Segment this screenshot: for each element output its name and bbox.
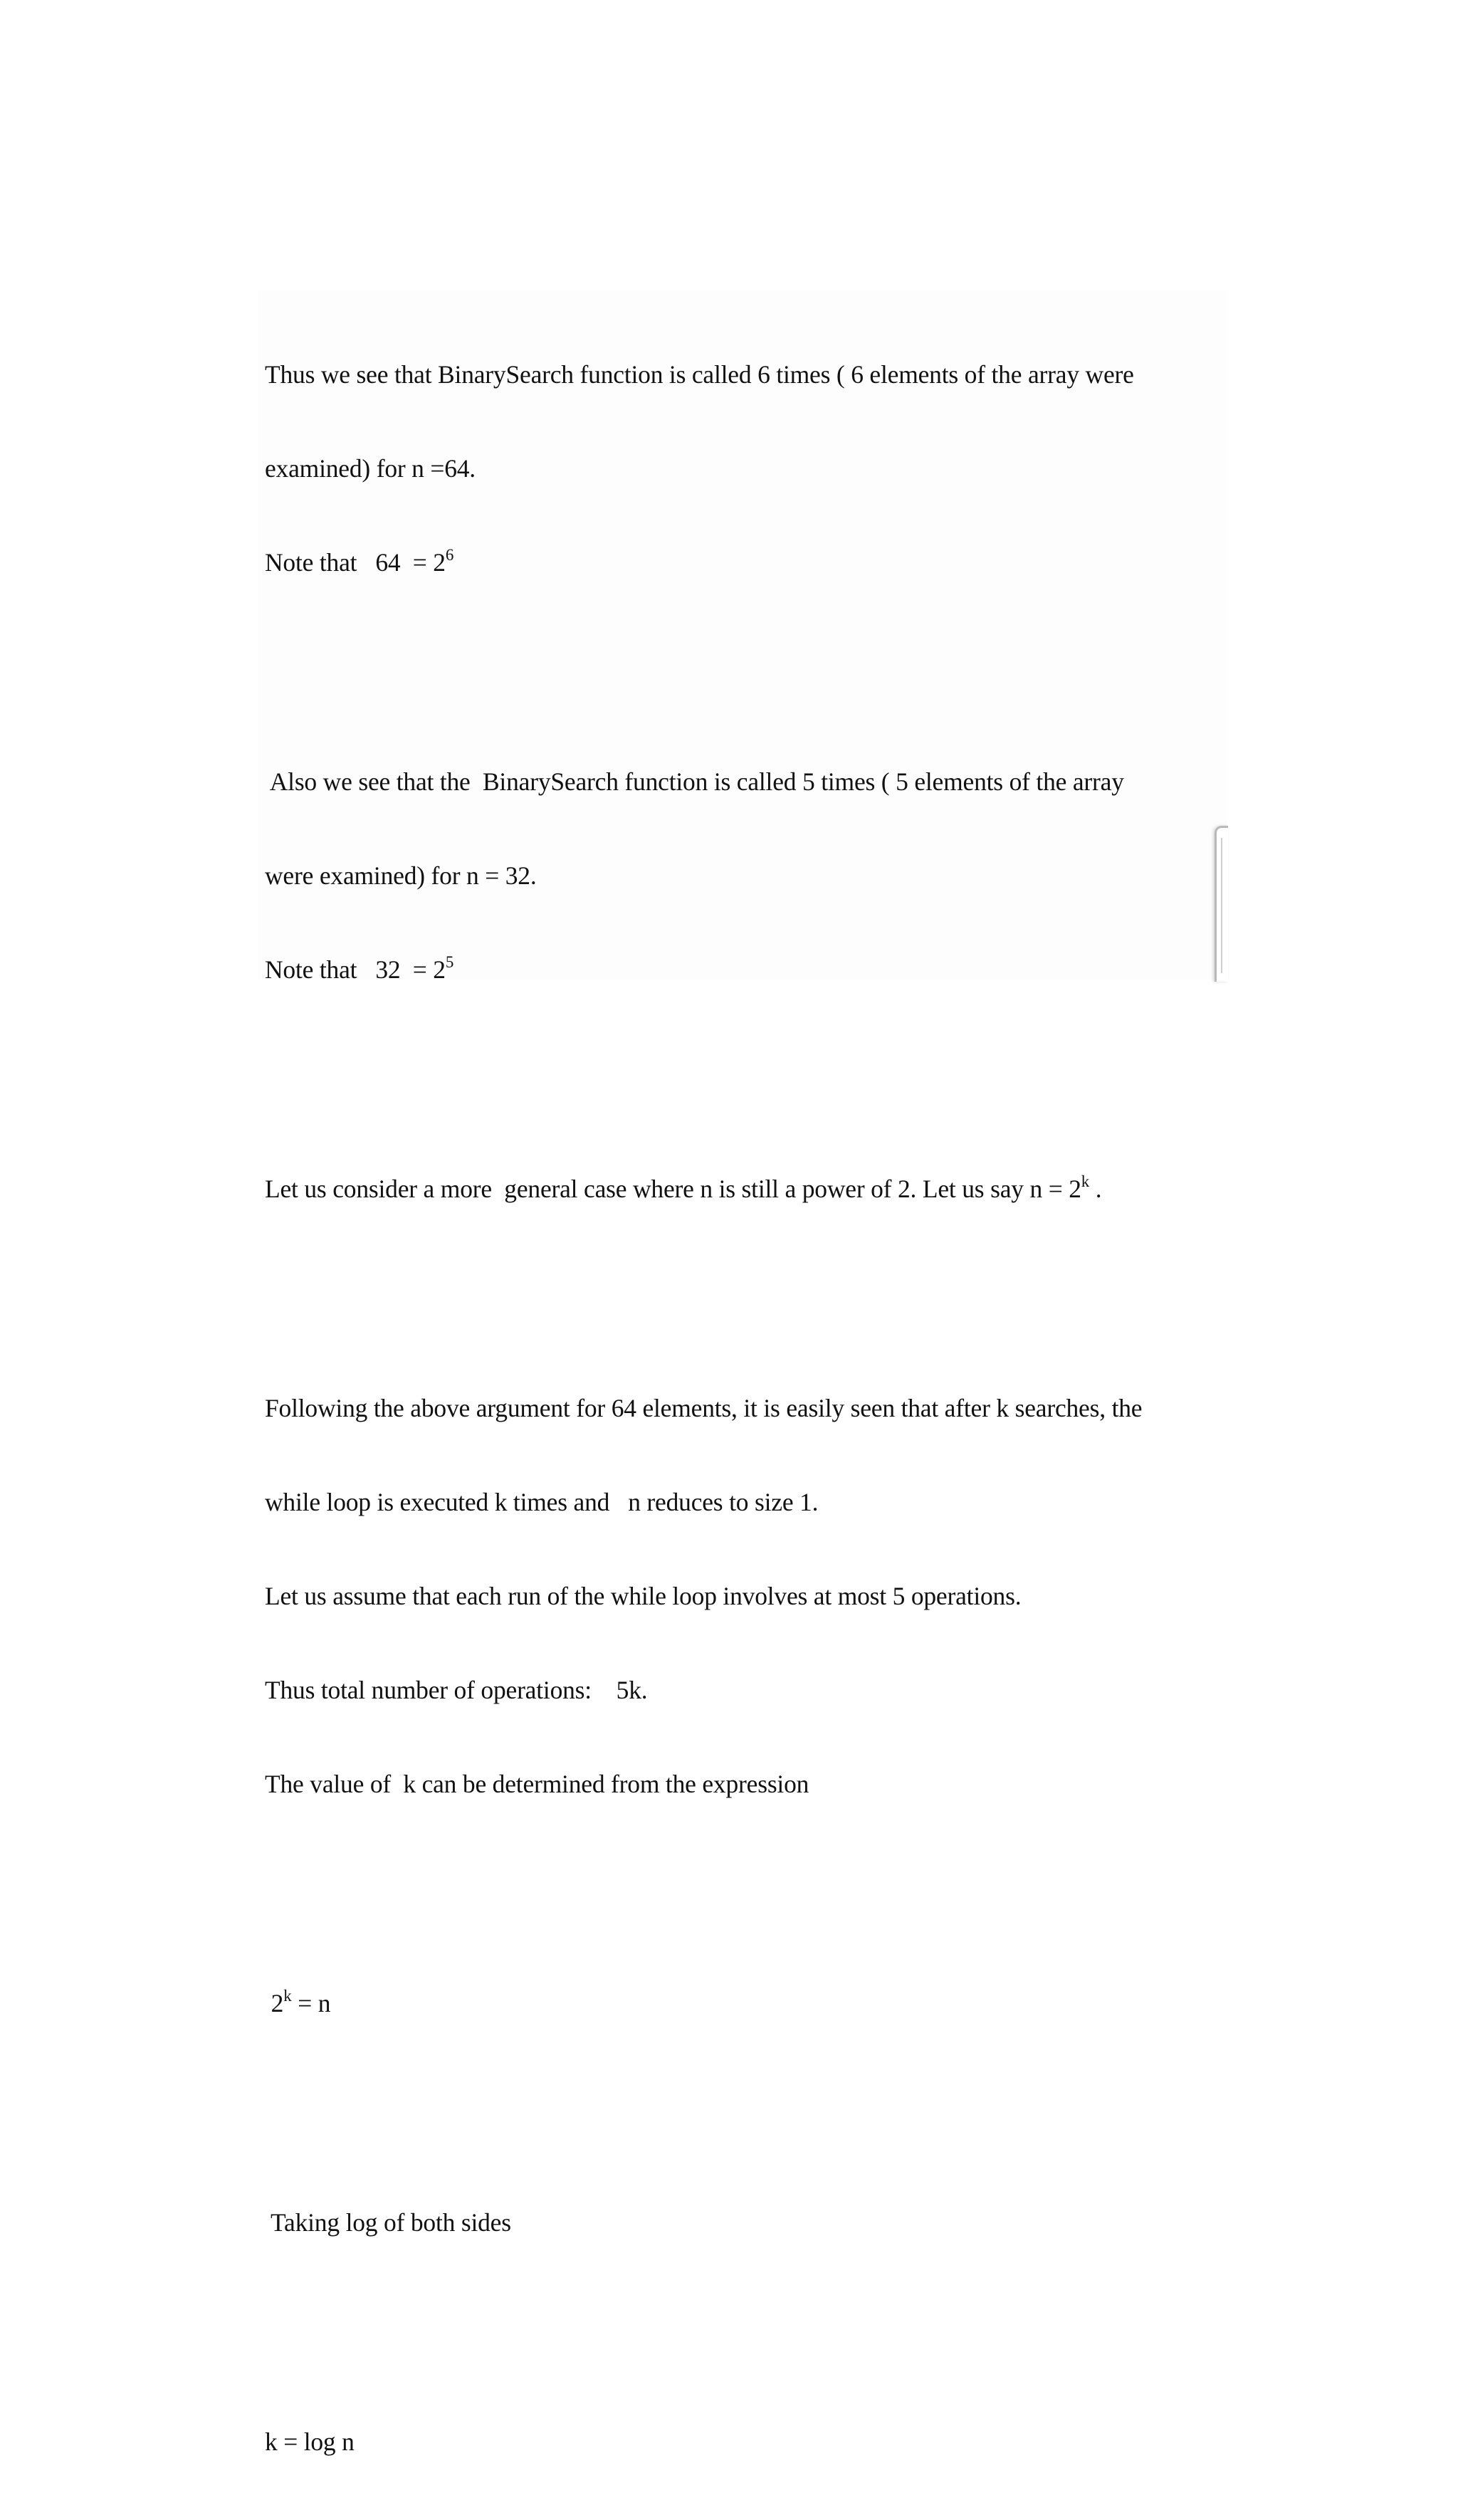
p4-line5: The value of k can be determined from the expression bbox=[265, 1770, 809, 1798]
p2-note bbox=[265, 954, 1233, 985]
p1-line1: Thus we see that BinarySearch function is called 6 times ( 6 elements of the array were bbox=[265, 360, 1134, 389]
window-frame-edge bbox=[1215, 826, 1228, 982]
equation-log: k = log n bbox=[265, 2427, 355, 2456]
blank-line bbox=[265, 641, 1233, 672]
eq1-exponent: k bbox=[283, 1987, 292, 2005]
blank-line bbox=[265, 2301, 1233, 2332]
p4-line2: while loop is executed k times and n reduces to size 1. bbox=[265, 1488, 819, 1516]
p4-line3: Let us assume that each run of the while loop involves at most 5 operations. bbox=[265, 1582, 1022, 1610]
eq1-base: 2 bbox=[265, 1989, 284, 2017]
p3-exponent: k bbox=[1081, 1172, 1090, 1191]
p3-line bbox=[265, 1173, 1233, 1204]
p2-note-exponent: 5 bbox=[445, 953, 454, 972]
equation-power bbox=[265, 1988, 1233, 2019]
window-frame-inner-edge bbox=[1221, 838, 1225, 973]
p3-suffix: . bbox=[1089, 1175, 1102, 1203]
document-text bbox=[265, 296, 1233, 2520]
blank-line bbox=[265, 2081, 1233, 2113]
blank-line bbox=[265, 1267, 1233, 1298]
p1-note-text: Note that 64 = 2 bbox=[265, 548, 446, 577]
blank-line bbox=[265, 1048, 1233, 1079]
p2-line2: were examined) for n = 32. bbox=[265, 861, 537, 890]
p1-note-exponent: 6 bbox=[445, 546, 454, 565]
p5-line: Taking log of both sides bbox=[265, 2208, 511, 2237]
p3-text: Let us consider a more general case where n is still a power of 2. Let us say n = 2 bbox=[265, 1175, 1081, 1203]
eq1-rest: = n bbox=[291, 1989, 331, 2017]
p1-note bbox=[265, 547, 1233, 578]
p2-line1: Also we see that the BinarySearch function is called 5 times ( 5 elements of the array bbox=[265, 767, 1124, 796]
blank-line bbox=[265, 1862, 1233, 1894]
p4-line1: Following the above argument for 64 elements, it is easily seen that after k searches, the bbox=[265, 1394, 1143, 1422]
p1-line2: examined) for n =64. bbox=[265, 454, 476, 483]
p2-note-text: Note that 32 = 2 bbox=[265, 955, 446, 984]
p4-line4: Thus total number of operations: 5k. bbox=[265, 1676, 648, 1704]
